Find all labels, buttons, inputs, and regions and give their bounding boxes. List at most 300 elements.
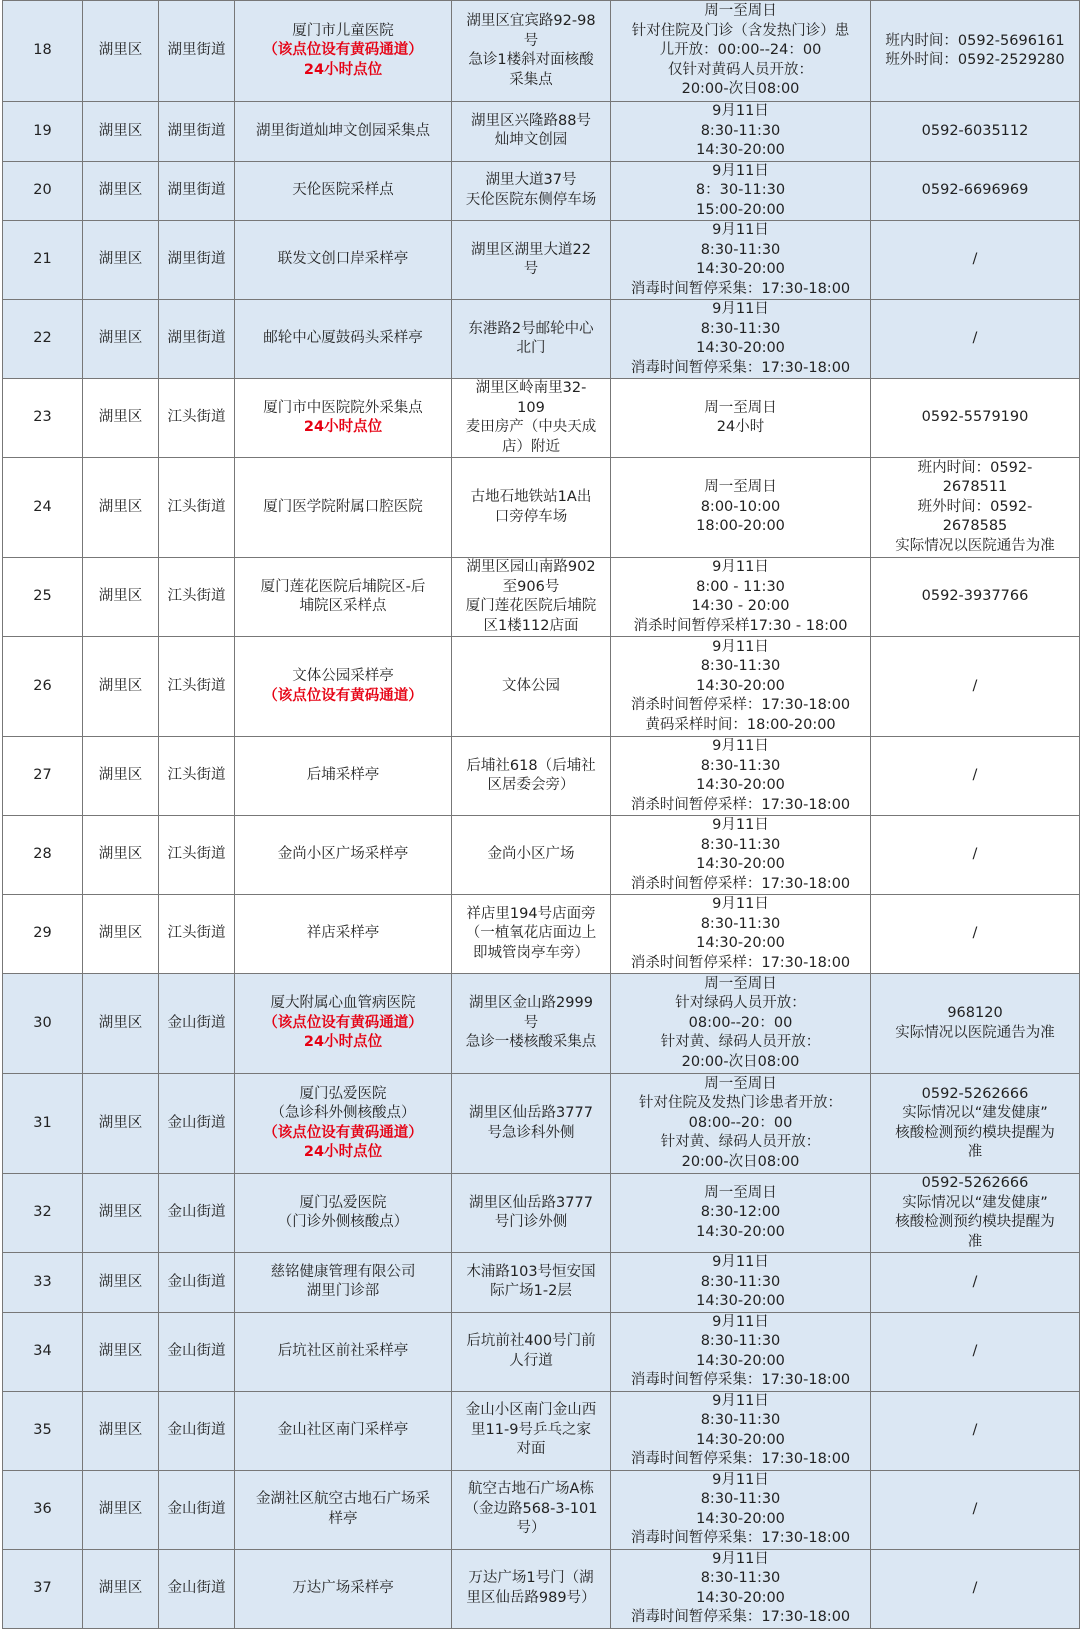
address-cell: [452, 458, 611, 558]
address-cell-line: 湖里区宜宾路92-98: [466, 13, 596, 29]
table-row: [3, 1074, 1080, 1174]
hours-cell-line: 8:00 - 11:30: [696, 578, 785, 595]
hours-cell-line: 周一至周日: [704, 3, 777, 20]
site-name-cell: [235, 895, 452, 974]
table-row: [3, 1391, 1080, 1470]
phone-cell-line: 实际情况以“建发健康”: [902, 1105, 1048, 1121]
site-name-cell-line: （该点位设有黄码通道）: [263, 687, 423, 704]
site-name-cell: [235, 1, 452, 102]
site-name-cell-line: （门诊外侧核酸点）: [277, 1214, 409, 1230]
district-cell: 湖里区: [83, 300, 159, 379]
site-name-cell-line: 24小时点位: [303, 1034, 383, 1051]
address-cell: [452, 816, 611, 895]
phone-cell: [871, 895, 1080, 974]
address-cell-line: 区居委会旁）: [487, 777, 575, 793]
address-cell-line: 金尚小区广场: [487, 846, 575, 863]
street-cell: 江头街道: [159, 558, 235, 637]
site-name-cell: [235, 458, 452, 558]
hours-cell-line: 消毒时间暂停采集：17:30-18:00: [630, 1372, 851, 1388]
phone-cell-line: 0592-5262666: [921, 1175, 1029, 1191]
address-cell: [452, 895, 611, 974]
address-cell-line: 109: [517, 399, 545, 416]
site-name-cell: [235, 161, 452, 221]
address-cell-line: 里11-9号乒乓之家: [471, 1421, 591, 1438]
row-number: 37: [3, 1549, 83, 1628]
hours-cell: [611, 102, 871, 162]
site-name-cell-line: 后埔采样亭: [306, 767, 380, 784]
hours-cell: [611, 974, 871, 1074]
address-cell: [452, 558, 611, 637]
hours-cell: [611, 161, 871, 221]
street-cell: 湖里街道: [159, 300, 235, 379]
phone-cell-line: /: [972, 846, 978, 863]
hours-cell-line: 14:30-20:00: [696, 1431, 785, 1448]
row-number: 29: [3, 895, 83, 974]
hours-cell-line: 14:30-20:00: [696, 1223, 785, 1240]
hours-cell: [611, 458, 871, 558]
hours-cell-line: 9月11日: [712, 301, 769, 317]
address-cell-line: 北门: [516, 340, 546, 356]
table-row: [3, 1470, 1080, 1549]
phone-cell: [871, 1312, 1080, 1391]
street-cell: 金山街道: [159, 1074, 235, 1174]
site-name-cell-line: 慈铭健康管理有限公司: [270, 1263, 416, 1280]
hours-cell-line: 08:00--20：00: [688, 1014, 793, 1031]
hours-cell-line: 周一至周日: [704, 975, 777, 992]
street-cell: 江头街道: [159, 895, 235, 974]
address-cell-line: 古地石地铁站1A出: [470, 489, 592, 505]
address-cell-line: 急诊一楼核酸采集点: [465, 1034, 597, 1051]
address-cell-line: 即城管岗亭车旁）: [473, 944, 589, 961]
phone-cell-line: 0592-3937766: [921, 588, 1029, 605]
hours-cell-line: 8:30-11:30: [700, 1273, 781, 1290]
hours-cell-line: 14:30-20:00: [696, 935, 785, 951]
site-name-cell: [235, 379, 452, 458]
row-number: 31: [3, 1074, 83, 1174]
hours-cell-line: 儿开放：00:00--24：00: [659, 42, 822, 59]
site-name-cell: [235, 1174, 452, 1253]
hours-cell-line: 消杀时间暂停采样：17:30-18:00: [630, 697, 851, 714]
address-cell: [452, 1312, 611, 1391]
phone-cell-line: 核酸检测预约模块提醒为: [895, 1214, 1055, 1230]
site-name-cell-line: 24小时点位: [303, 1144, 383, 1160]
hours-cell: [611, 1549, 871, 1628]
hours-cell-line: 14:30-20:00: [696, 142, 785, 158]
site-name-cell: [235, 637, 452, 737]
hours-cell-line: 8:30-11:30: [700, 1333, 781, 1349]
row-number: 23: [3, 379, 83, 458]
address-cell-line: 后埔社618（后埔社: [466, 757, 596, 774]
phone-cell: [871, 300, 1080, 379]
phone-cell-line: 班内时间：0592-5696161: [885, 32, 1065, 49]
row-number: 25: [3, 558, 83, 637]
table-row: [3, 458, 1080, 558]
hours-cell-line: 8:30-11:30: [700, 757, 781, 774]
address-cell-line: 麦田房产（中央天成: [465, 419, 597, 435]
address-cell-line: （一植氧花店面边上: [465, 925, 597, 942]
hours-cell: [611, 816, 871, 895]
address-cell-line: 湖里区仙岳路3777: [469, 1105, 593, 1121]
hours-cell: [611, 1312, 871, 1391]
table-row: [3, 221, 1080, 300]
site-name-cell-line: 邮轮中心厦鼓码头采样亭: [263, 330, 423, 347]
hours-cell-line: 消杀时间暂停采样：17:30-18:00: [630, 954, 851, 971]
hours-cell-line: 9月11日: [712, 559, 769, 575]
hours-cell-line: 9月11日: [712, 896, 769, 912]
phone-cell: [871, 558, 1080, 637]
address-cell-line: 厦门莲花医院后埔院: [465, 598, 597, 614]
site-name-cell-line: 祥店采样亭: [306, 925, 380, 942]
table-row: [3, 974, 1080, 1074]
district-cell: 湖里区: [83, 379, 159, 458]
site-name-cell: [235, 1074, 452, 1174]
site-name-cell-line: 埔院区采样点: [299, 598, 387, 614]
hours-cell-line: 8:30-11:30: [700, 915, 781, 932]
phone-cell: [871, 1470, 1080, 1549]
row-number: 18: [3, 1, 83, 102]
phone-cell: [871, 1, 1080, 102]
street-cell: 金山街道: [159, 1253, 235, 1313]
phone-cell: [871, 1174, 1080, 1253]
hours-cell-line: 针对住院及门诊（含发热门诊）患: [631, 22, 850, 39]
site-name-cell-line: 湖里门诊部: [306, 1283, 380, 1300]
hours-cell-line: 针对黄、绿码人员开放：: [660, 1034, 821, 1051]
district-cell: 湖里区: [83, 1549, 159, 1628]
hours-cell-line: 8：30-11:30: [695, 182, 786, 198]
phone-cell-line: /: [972, 1342, 978, 1359]
street-cell: 江头街道: [159, 637, 235, 737]
address-cell-line: 天伦医院东侧停车场: [465, 191, 597, 208]
address-cell-line: 湖里区金山路2999: [469, 995, 593, 1012]
hours-cell-line: 8:00-10:00: [700, 498, 781, 515]
table-row: [3, 300, 1080, 379]
site-name-cell-line: 厦门弘爱医院: [299, 1085, 387, 1102]
hours-cell-line: 15:00-20:00: [696, 201, 785, 218]
district-cell: 湖里区: [83, 458, 159, 558]
hours-cell-line: 9月11日: [712, 1550, 769, 1567]
hours-cell-line: 20:00-次日08:00: [681, 1053, 800, 1070]
hours-cell-line: 8:30-11:30: [700, 1412, 781, 1428]
phone-cell-line: /: [972, 677, 978, 694]
site-name-cell: [235, 1549, 452, 1628]
row-number: 35: [3, 1391, 83, 1470]
hours-cell-line: 20:00-次日08:00: [681, 1153, 800, 1170]
hours-cell-line: 消杀时间暂停采样：17:30-18:00: [630, 796, 851, 813]
district-cell: 湖里区: [83, 1074, 159, 1174]
phone-cell-line: 0592-6035112: [921, 122, 1029, 139]
street-cell: 湖里街道: [159, 1, 235, 102]
address-cell-line: 后坑前社400号门前: [466, 1333, 596, 1349]
address-cell-line: 号）: [516, 1520, 546, 1537]
phone-cell-line: 0592-5262666: [921, 1085, 1029, 1102]
district-cell: 湖里区: [83, 816, 159, 895]
hours-cell: [611, 1253, 871, 1313]
table-row: [3, 558, 1080, 637]
phone-cell-line: 核酸检测预约模块提醒为: [895, 1124, 1055, 1141]
hours-cell-line: 消毒时间暂停采集：17:30-18:00: [630, 359, 851, 376]
site-name-cell: [235, 1312, 452, 1391]
hours-cell-line: 24小时: [716, 419, 765, 435]
hours-cell-line: 消毒时间暂停采集：17:30-18:00: [630, 1609, 851, 1625]
address-cell-line: 湖里区湖里大道22: [471, 241, 591, 258]
table-row: [3, 1549, 1080, 1628]
phone-cell-line: /: [972, 1500, 978, 1517]
hours-cell-line: 9月11日: [712, 817, 769, 833]
district-cell: 湖里区: [83, 637, 159, 737]
hours-cell-line: 周一至周日: [704, 1184, 777, 1201]
phone-cell: [871, 1253, 1080, 1313]
hours-cell-line: 14:30-20:00: [696, 261, 785, 277]
hours-cell-line: 9月11日: [712, 738, 769, 754]
address-cell-line: 湖里区仙岳路3777: [469, 1194, 593, 1211]
district-cell: 湖里区: [83, 161, 159, 221]
address-cell-line: 金山小区南门金山西: [465, 1402, 597, 1419]
address-cell-line: 急诊1楼斜对面核酸: [468, 52, 594, 68]
hours-cell-line: 9月11日: [712, 1313, 769, 1330]
hours-cell-line: 周一至周日: [704, 479, 777, 496]
district-cell: 湖里区: [83, 1, 159, 102]
hours-cell-line: 14:30-20:00: [696, 1510, 785, 1527]
phone-cell: [871, 1549, 1080, 1628]
testing-sites-table: [2, 0, 1080, 1629]
hours-cell: [611, 737, 871, 816]
phone-cell-line: /: [972, 767, 978, 784]
phone-cell-line: /: [972, 1273, 978, 1290]
address-cell: [452, 300, 611, 379]
phone-cell-line: /: [972, 925, 978, 942]
address-cell: [452, 1391, 611, 1470]
phone-cell: [871, 1391, 1080, 1470]
street-cell: 江头街道: [159, 379, 235, 458]
hours-cell-line: 消毒时间暂停采集：17:30-18:00: [630, 280, 851, 297]
street-cell: 湖里街道: [159, 161, 235, 221]
street-cell: 湖里街道: [159, 102, 235, 162]
site-name-cell-line: 厦门弘爱医院: [299, 1194, 387, 1211]
row-number: 20: [3, 161, 83, 221]
hours-cell: [611, 1391, 871, 1470]
phone-cell-line: 班外时间：0592-2529280: [885, 52, 1065, 68]
hours-cell: [611, 300, 871, 379]
hours-cell-line: 14:30-20:00: [696, 1352, 785, 1369]
site-name-cell-line: （该点位设有黄码通道）: [263, 1124, 423, 1141]
row-number: 28: [3, 816, 83, 895]
row-number: 19: [3, 102, 83, 162]
address-cell: [452, 221, 611, 300]
hours-cell: [611, 379, 871, 458]
district-cell: 湖里区: [83, 974, 159, 1074]
district-cell: 湖里区: [83, 221, 159, 300]
address-cell-line: 号: [523, 1014, 539, 1031]
phone-cell-line: 班内时间：0592-: [917, 459, 1033, 476]
hours-cell-line: 黄码采样时间：18:00-20:00: [645, 716, 836, 733]
address-cell: [452, 1253, 611, 1313]
street-cell: 金山街道: [159, 1391, 235, 1470]
site-name-cell-line: 金山社区南门采样亭: [277, 1421, 409, 1438]
address-cell-line: 号门诊外侧: [494, 1214, 568, 1230]
phone-cell: [871, 637, 1080, 737]
street-cell: 湖里街道: [159, 221, 235, 300]
district-cell: 湖里区: [83, 1174, 159, 1253]
hours-cell-line: 8:30-12:00: [700, 1204, 781, 1221]
hours-cell-line: 9月11日: [712, 1254, 769, 1270]
phone-cell-line: 班外时间：0592-: [917, 498, 1033, 515]
address-cell: [452, 379, 611, 458]
address-cell-line: 东港路2号邮轮中心: [468, 320, 594, 337]
site-name-cell-line: 24小时点位: [303, 61, 383, 78]
site-name-cell: [235, 1470, 452, 1549]
hours-cell-line: 8:30-11:30: [700, 658, 781, 675]
address-cell-line: 文体公园: [502, 677, 560, 694]
hours-cell-line: 针对住院及发热门诊患者开放：: [639, 1095, 842, 1112]
table-body: [3, 1, 1080, 1629]
site-name-cell: [235, 816, 452, 895]
row-number: 27: [3, 737, 83, 816]
phone-cell-line: 准: [967, 1144, 983, 1160]
phone-cell: [871, 1074, 1080, 1174]
hours-cell: [611, 637, 871, 737]
site-name-cell: [235, 221, 452, 300]
district-cell: 湖里区: [83, 558, 159, 637]
phone-cell: [871, 974, 1080, 1074]
hours-cell-line: 14:30-20:00: [696, 677, 785, 694]
hours-cell-line: 消毒时间暂停采集：17:30-18:00: [630, 1530, 851, 1546]
table-row: [3, 637, 1080, 737]
table-row: [3, 102, 1080, 162]
street-cell: 江头街道: [159, 737, 235, 816]
address-cell-line: 航空古地石广场A栋: [468, 1481, 594, 1498]
row-number: 34: [3, 1312, 83, 1391]
hours-cell-line: 周一至周日: [704, 1075, 777, 1092]
row-number: 24: [3, 458, 83, 558]
hours-cell-line: 针对黄、绿码人员开放：: [660, 1134, 821, 1151]
address-cell-line: 对面: [516, 1441, 546, 1458]
hours-cell: [611, 558, 871, 637]
hours-cell-line: 14:30-20:00: [696, 1589, 785, 1606]
address-cell-line: 区1楼112店面: [483, 617, 579, 634]
row-number: 26: [3, 637, 83, 737]
address-cell-line: （金边路568-3-101: [464, 1500, 598, 1517]
hours-cell-line: 14:30-20:00: [696, 340, 785, 356]
phone-cell-line: 实际情况以医院通告为准: [895, 1024, 1055, 1041]
phone-cell: [871, 816, 1080, 895]
hours-cell: [611, 221, 871, 300]
district-cell: 湖里区: [83, 1253, 159, 1313]
hours-cell: [611, 1074, 871, 1174]
hours-cell-line: 20:00-次日08:00: [681, 81, 800, 98]
site-name-cell-line: 文体公园采样亭: [292, 668, 394, 684]
hours-cell-line: 18:00-20:00: [696, 518, 785, 535]
street-cell: 江头街道: [159, 458, 235, 558]
street-cell: 金山街道: [159, 1549, 235, 1628]
hours-cell: [611, 895, 871, 974]
phone-cell-line: 实际情况以“建发健康”: [902, 1194, 1048, 1211]
district-cell: 湖里区: [83, 895, 159, 974]
address-cell-line: 湖里区兴隆路88号: [471, 112, 591, 129]
site-name-cell: [235, 1253, 452, 1313]
address-cell: [452, 637, 611, 737]
hours-cell-line: 消杀时间暂停采样17:30 - 18:00: [633, 617, 848, 634]
hours-cell-line: 周一至周日: [704, 399, 777, 416]
phone-cell: [871, 379, 1080, 458]
hours-cell-line: 8:30-11:30: [700, 122, 781, 139]
address-cell-line: 至906号: [502, 578, 560, 595]
hours-cell-line: 8:30-11:30: [700, 836, 781, 853]
site-name-cell-line: 金尚小区广场采样亭: [277, 846, 409, 863]
address-cell-line: 采集点: [509, 71, 553, 88]
site-name-cell-line: 万达广场采样亭: [292, 1579, 394, 1596]
address-cell-line: 湖里区园山南路902: [466, 559, 596, 575]
address-cell-line: 湖里大道37号: [485, 172, 577, 189]
site-name-cell-line: 联发文创口岸采样亭: [277, 251, 409, 268]
district-cell: 湖里区: [83, 1391, 159, 1470]
district-cell: 湖里区: [83, 737, 159, 816]
site-name-cell-line: 天伦医院采样点: [292, 182, 394, 198]
site-name-cell: [235, 300, 452, 379]
table-row: [3, 379, 1080, 458]
street-cell: 江头街道: [159, 816, 235, 895]
site-name-cell-line: （急诊科外侧核酸点）: [270, 1105, 416, 1121]
hours-cell-line: 14:30 - 20:00: [691, 598, 790, 614]
phone-cell-line: 2678511: [942, 479, 1008, 496]
row-number: 36: [3, 1470, 83, 1549]
phone-cell-line: /: [972, 1421, 978, 1438]
phone-cell-line: /: [972, 330, 978, 347]
hours-cell-line: 9月11日: [712, 1392, 769, 1409]
site-name-cell-line: （该点位设有黄码通道）: [263, 1014, 423, 1031]
hours-cell-line: 消毒时间暂停采集：17:30-18:00: [630, 1451, 851, 1467]
phone-cell-line: 2678585: [942, 518, 1008, 535]
table-row: [3, 1253, 1080, 1313]
address-cell-line: 号: [523, 32, 539, 49]
phone-cell: [871, 458, 1080, 558]
hours-cell-line: 9月11日: [712, 222, 769, 238]
hours-cell-line: 8:30-11:30: [700, 1570, 781, 1586]
phone-cell: [871, 221, 1080, 300]
site-name-cell-line: 金湖社区航空古地石广场采: [256, 1491, 430, 1507]
address-cell: [452, 737, 611, 816]
hours-cell-line: 消杀时间暂停采样：17:30-18:00: [630, 875, 851, 892]
address-cell: [452, 1174, 611, 1253]
hours-cell-line: 9月11日: [712, 638, 769, 655]
site-name-cell-line: 厦门市儿童医院: [292, 22, 394, 39]
hours-cell: [611, 1, 871, 102]
site-name-cell-line: 厦大附属心血管病医院: [270, 995, 416, 1012]
street-cell: 金山街道: [159, 1470, 235, 1549]
site-name-cell-line: 厦门市中医院院外采集点: [263, 399, 423, 416]
table-row: [3, 1312, 1080, 1391]
address-cell-line: 口旁停车场: [494, 508, 568, 525]
table-row: [3, 1174, 1080, 1253]
district-cell: 湖里区: [83, 1312, 159, 1391]
hours-cell-line: 9月11日: [712, 1471, 769, 1488]
row-number: 21: [3, 221, 83, 300]
hours-cell-line: 14:30-20:00: [696, 777, 785, 793]
table-row: [3, 895, 1080, 974]
site-name-cell-line: 厦门莲花医院后埔院区-后: [260, 578, 426, 595]
address-cell: [452, 102, 611, 162]
address-cell-line: 湖里区岭南里32-: [475, 380, 587, 396]
phone-cell-line: 0592-5579190: [921, 409, 1029, 426]
address-cell: [452, 974, 611, 1074]
hours-cell-line: 针对绿码人员开放：: [675, 995, 806, 1012]
row-number: 32: [3, 1174, 83, 1253]
address-cell-line: 号急诊科外侧: [487, 1124, 575, 1141]
address-cell-line: 际广场1-2层: [490, 1283, 572, 1300]
address-cell: [452, 1549, 611, 1628]
hours-cell-line: 8:30-11:30: [700, 320, 781, 337]
street-cell: 金山街道: [159, 974, 235, 1074]
address-cell-line: 店）附近: [502, 438, 560, 455]
